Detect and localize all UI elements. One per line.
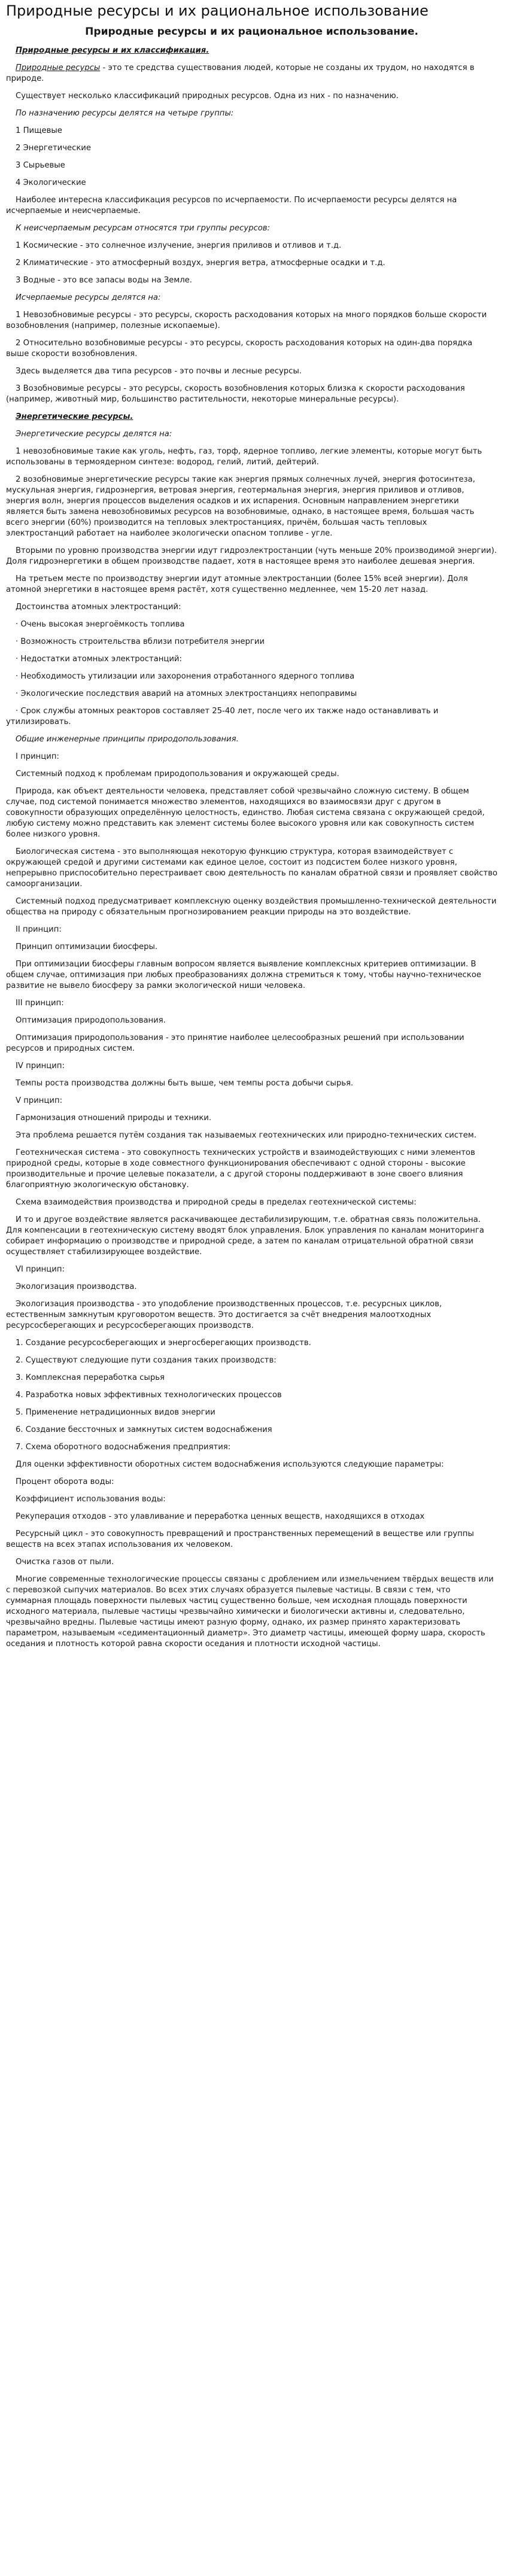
paragraph-text: · Возможность строительства вблизи потребителя энергии (16, 637, 265, 646)
paragraph (6, 654, 497, 665)
paragraph (6, 126, 497, 136)
paragraph-text: · Очень высокая энергоёмкость топлива (16, 620, 185, 629)
paragraph-text: 2. Существуют следующие пути создания таких производств: (16, 1356, 277, 1365)
paragraph-text: Темпы роста производства должны быть выше, чем темпы роста добычи сырья. (16, 1079, 354, 1088)
paragraph-text: 6. Создание бессточных и замкнутых систем водоснабжения (16, 1425, 272, 1434)
paragraph (6, 108, 497, 119)
paragraph-text: VI принцип: (16, 1265, 65, 1274)
paragraph (6, 769, 497, 780)
paragraph (6, 446, 497, 468)
paragraph-text: 2 возобновимые энергетические ресурсы такие как энергия прямых солнечных лучей, энергия фотосинтеза, мускульная энергия, гидроэнергия, ветровая энергия, геотермальная энергия, энергия приливов и отливов, энергия волн, энергия процессов выделения осадков и их испарения. Основным направлением энергетики является быть замена невозобновимых ресурсов на возобновимые, однако, в настоящее время, большая часть всего энергии (60%) производится на тепловых электростанциях, причём, большая часть тепловых электростанций работает на наиболее экологически опасном топливе - угле. (6, 475, 475, 538)
paragraph (6, 258, 497, 269)
paragraph (6, 412, 497, 422)
paragraph-text: II принцип: (16, 925, 62, 934)
paragraph-text: Эта проблема решается путём создания так называемых геотехнических или природно-технических систем. (16, 1131, 476, 1140)
paragraph-text: I принцип: (16, 752, 59, 761)
paragraph (6, 1148, 497, 1191)
paragraph (6, 671, 497, 682)
paragraph-text: Коэффициент использования воды: (16, 1495, 166, 1504)
paragraph (6, 293, 497, 303)
paragraph (6, 637, 497, 647)
paragraph (6, 1390, 497, 1401)
paragraph (6, 143, 497, 154)
paragraph-text: 3. Комплексная переработка сырья (16, 1373, 165, 1382)
paragraph (6, 1113, 497, 1124)
paragraph-lead-term: Природные ресурсы (16, 63, 101, 72)
paragraph-text: Здесь выделяется два типа ресурсов - это почвы и лесные ресурсы. (16, 367, 302, 376)
paragraph-text: Экологизация производства. (16, 1282, 137, 1291)
paragraph-text: 1 Невозобновимые ресурсы - это ресурсы, скорость расходования которых на много порядков больше скорости возобновления (например, полезные ископаемые). (6, 311, 487, 330)
paragraph-text: 2 Климатические - это атмосферный воздух, энергия ветра, атмосферные осадки и т.д. (16, 258, 385, 267)
paragraph (6, 429, 497, 440)
paragraph-text: Очистка газов от пыли. (16, 1558, 114, 1567)
paragraph (6, 160, 497, 171)
paragraph (6, 942, 497, 953)
paragraph (6, 1033, 497, 1054)
paragraph (6, 1373, 497, 1383)
paragraph-text: Геотехническая система - это совокупность технических устройств и взаимодействующих с ними элементов природной среды, которые в ходе совместного функционирования обеспечивают с одной стороны - высокие производительные и прочие целевые показатели, а с другой стороны поддерживают в зоне своего влияния благоприятную экологическую обстановку. (6, 1148, 475, 1190)
paragraph (6, 1015, 497, 1026)
paragraph-text: V принцип: (16, 1096, 63, 1105)
paragraph (6, 1355, 497, 1366)
paragraph-text: · Экологические последствия аварий на атомных электростанциях непоправимы (16, 689, 357, 698)
paragraph (6, 1338, 497, 1349)
paragraph (6, 998, 497, 1009)
paragraph-text: Достоинства атомных электростанций: (16, 603, 181, 612)
paragraph-text: Системный подход предусматривает комплексную оценку воздействия промышленно-технической деятельности общества на природу с обязательным прогнозированием реакции природы на это воздействие. (6, 897, 497, 917)
paragraph (6, 1511, 497, 1522)
paragraph (6, 619, 497, 630)
paragraph-text: · Необходимость утилизации или захоронения отработанного ядерного топлива (16, 672, 355, 681)
paragraph (6, 1425, 497, 1435)
paragraph-text: 1 Космические - это солнечное излучение, энергия приливов и отливов и т.д. (16, 241, 342, 250)
paragraph (6, 706, 497, 728)
paragraph-text: · Срок службы атомных реакторов составляет 25-40 лет, после чего их также надо останавливать и утилизировать. (6, 707, 439, 726)
paragraph (6, 63, 497, 84)
paragraph (6, 689, 497, 699)
paragraph-text: 3 Возобновимые ресурсы - это ресурсы, скорость возобновления которых близка к скорости расходования (например, животный мир, большинство растительности, некоторые минеральные ресурсы). (6, 384, 465, 404)
paragraph-text: 4. Разработка новых эффективных технологических процессов (16, 1391, 282, 1400)
paragraph-text: Системный подход к проблемам природопользования и окружающей среды. (16, 770, 339, 778)
paragraph-text: Экологизация производства - это уподобление производственных процессов, т.е. ресурсных циклов, естественным замкнутым круговоротом веществ. Это достигается за счёт внедрения малоотходных ресурсосберегающих и ресурсосберегающих производств. (6, 1300, 442, 1330)
paragraph (6, 384, 497, 405)
paragraph (6, 310, 497, 331)
paragraph (6, 1477, 497, 1488)
paragraph-text: Гармонизация отношений природы и техники. (16, 1114, 212, 1123)
paragraph-text: III принцип: (16, 999, 64, 1008)
paragraph-text: · Недостатки атомных электростанций: (16, 655, 182, 664)
paragraph (6, 1282, 497, 1292)
paragraph (6, 1299, 497, 1331)
paragraph-text: Биологическая система - это выполняющая некоторую функцию структура, которая взаимодействует с окружающей средой и другими системами как единое целое, состоит из подсистем более низкого уровня, непрерывно приспособительно перестраивает свою деятельность по каналам обратной связи и проявляет свойство самоорганизации. (6, 847, 497, 889)
paragraph (6, 366, 497, 377)
paragraph (6, 241, 497, 251)
paragraph-text: Многие современные технологические процессы связаны с дроблением или измельчением твёрдых веществ или с перевозкой сыпучих материалов. Во всех этих случаях образуется пылевые частицы. В связи с тем, что суммарная площадь поверхности пылевых частиц существенно больше, чем исходная площадь поверхности исходного материала, пылевые частицы чрезвычайно химически и биологически активны и, следовательно, чрезвычайно вредны. Пылевые частицы имеют разную форму, однако, их размер принято характеризовать параметром, называемым «седиментационный диаметр». Это диаметр частицы, имеющей форму шара, скорость оседания и плотность которой равна скорости оседания и плотности исходной частицы. (6, 1575, 494, 1649)
paragraph-text: Оптимизация природопользования - это принятие наиболее целесообразных решений при использовании ресурсов и природных систем. (6, 1033, 465, 1053)
paragraph (6, 734, 497, 745)
paragraph-text: Энергетические ресурсы делятся на: (16, 430, 172, 439)
paragraph-text: Для оценки эффективности оборотных систем водоснабжения используются следующие параметры: (16, 1460, 444, 1469)
paragraph-text: 3 Водные - это все запасы воды на Земле. (16, 276, 192, 285)
paragraph (6, 1494, 497, 1505)
paragraph (6, 338, 497, 360)
paragraph (6, 847, 497, 890)
paragraph-text: IV принцип: (16, 1062, 65, 1070)
site-title: Природные ресурсы и их рациональное использование (6, 2, 429, 19)
paragraph (6, 1130, 497, 1141)
paragraph-text: Исчерпаемые ресурсы делятся на: (16, 293, 161, 302)
paragraph-text: 1. Создание ресурсосберегающих и энергосберегающих производств. (16, 1339, 311, 1348)
paragraph-text: 5. Применение нетрадиционных видов энергии (16, 1408, 215, 1417)
paragraph-text: Природа, как объект деятельности человека, представляет собой чрезвычайно сложную систему. В общем случае, под системой понимается множество элементов, находящихся во взаимосвязи друг с другом в совокупности образующих определённую целостность, единство. Любая система связана с окружающей средой, любую систему можно представить как элемент системы более высокого уровня или как совокупность систем более низкого уровня. (6, 787, 485, 839)
paragraph (6, 45, 497, 56)
paragraph-text: 1 невозобновимые такие как уголь, нефть, газ, торф, ядерное топливо, легкие элементы, которые могут быть использованы в термоядерном синтезе: водород, гелий, литий, дейтерий. (6, 447, 482, 467)
paragraph (6, 1197, 497, 1208)
paragraph-text: Процент оборота воды: (16, 1477, 114, 1486)
paragraph-text: Природные ресурсы и их классификация. (16, 46, 210, 55)
paragraph-text: По назначению ресурсы делятся на четыре группы: (16, 109, 234, 118)
paragraph-text: Общие инженерные принципы природопользования. (16, 735, 239, 744)
paragraph-text: Ресурсный цикл - это совокупность превращений и пространственных перемещений в веществе или группы веществ на всех этапах использования их человеком. (6, 1529, 474, 1549)
paragraph (6, 1529, 497, 1550)
paragraph-text: Схема взаимодействия производства и природной среды в пределах геотехнической системы: (16, 1198, 417, 1207)
paragraph (6, 275, 497, 286)
paragraph (6, 1574, 497, 1650)
paragraph (6, 924, 497, 935)
paragraph-text: Наиболее интересна классификация ресурсов по исчерпаемости. По исчерпаемости ресурсы делятся на исчерпаемые и неисчерпаемые. (6, 196, 457, 215)
paragraph (6, 786, 497, 840)
paragraph (6, 1459, 497, 1470)
paragraph-text: 4 Экологические (16, 178, 86, 187)
paragraph-text: На третьем месте по производству энергии идут атомные электростанции (более 15% всей энергии). Доля атомной энергетики в настоящее время растёт, хотя существенно медленнее, чем 15-20 лет назад. (6, 574, 468, 594)
paragraph-text: Вторыми по уровню производства энергии идут гидроэлектростанции (чуть меньше 20% производимой энергии). Доля гидроэнергетики в общем производстве падает, хотя в настоящее время это наиболее дешевая энергия. (6, 546, 497, 566)
paragraph (6, 1442, 497, 1453)
paragraph (6, 475, 497, 539)
paragraph-text: При оптимизации биосферы главным вопросом является выявление комплексных критериев оптимизации. В общем случае, оптимизация при любых преобразованиях должна стремиться к тому, чтобы научно-техническое развитие не вывело биосферу за рамки экологической ниши человека. (6, 960, 481, 990)
paragraph (6, 1215, 497, 1258)
paragraph-text: - это те средства существования людей, которые не созданы их трудом, но находятся в природе. (6, 63, 475, 83)
paragraph-text: Энергетические ресурсы. (16, 412, 133, 421)
paragraph-text: Оптимизация природопользования. (16, 1016, 166, 1025)
paragraph (6, 195, 497, 217)
paragraph (6, 1078, 497, 1089)
paragraph-text: К неисчерпаемым ресурсам относятся три группы ресурсов: (16, 224, 270, 233)
paragraph (6, 1407, 497, 1418)
paragraph (6, 959, 497, 992)
paragraph (6, 1096, 497, 1106)
paragraph (6, 223, 497, 234)
paragraph-text: 7. Схема оборотного водоснабжения предприятия: (16, 1443, 231, 1452)
paragraph (6, 1264, 497, 1275)
paragraph (6, 91, 497, 102)
paragraph (6, 752, 497, 762)
document-title: Природные ресурсы и их рациональное использование. (85, 26, 418, 38)
document-body (6, 45, 497, 1650)
paragraph (6, 896, 497, 918)
paragraph (6, 178, 497, 188)
paragraph-text: 3 Сырьевые (16, 161, 65, 170)
paragraph (6, 1557, 497, 1568)
paragraph-text: Рекуперация отходов - это улавливание и переработка ценных веществ, находящихся в отходах (16, 1512, 425, 1521)
paragraph (6, 602, 497, 613)
paragraph (6, 574, 497, 595)
paragraph-text: Существует несколько классификаций природных ресурсов. Одна из них - по назначению. (16, 92, 399, 101)
paragraph (6, 546, 497, 567)
paragraph-text: 1 Пищевые (16, 126, 62, 135)
paragraph-text: Принцип оптимизации биосферы. (16, 942, 158, 951)
paragraph (6, 1061, 497, 1072)
paragraph-text: 2 Энергетические (16, 144, 91, 153)
paragraph-text: И то и другое воздействие является раскачивающее дестабилизирующим, т.е. обратная связь положительна. Для компенсации в геотехническую систему вводят блок управления. Блок управления по каналам мониторинга собирает информацию о производстве и природной среде, а затем по каналам отрицательной обратной связи осуществляет стабилизирующее воздействие. (6, 1215, 484, 1257)
paragraph-text: 2 Относительно возобновимые ресурсы - это ресурсы, скорость расходования которых на один-два порядка выше скорости возобновления. (6, 339, 473, 358)
